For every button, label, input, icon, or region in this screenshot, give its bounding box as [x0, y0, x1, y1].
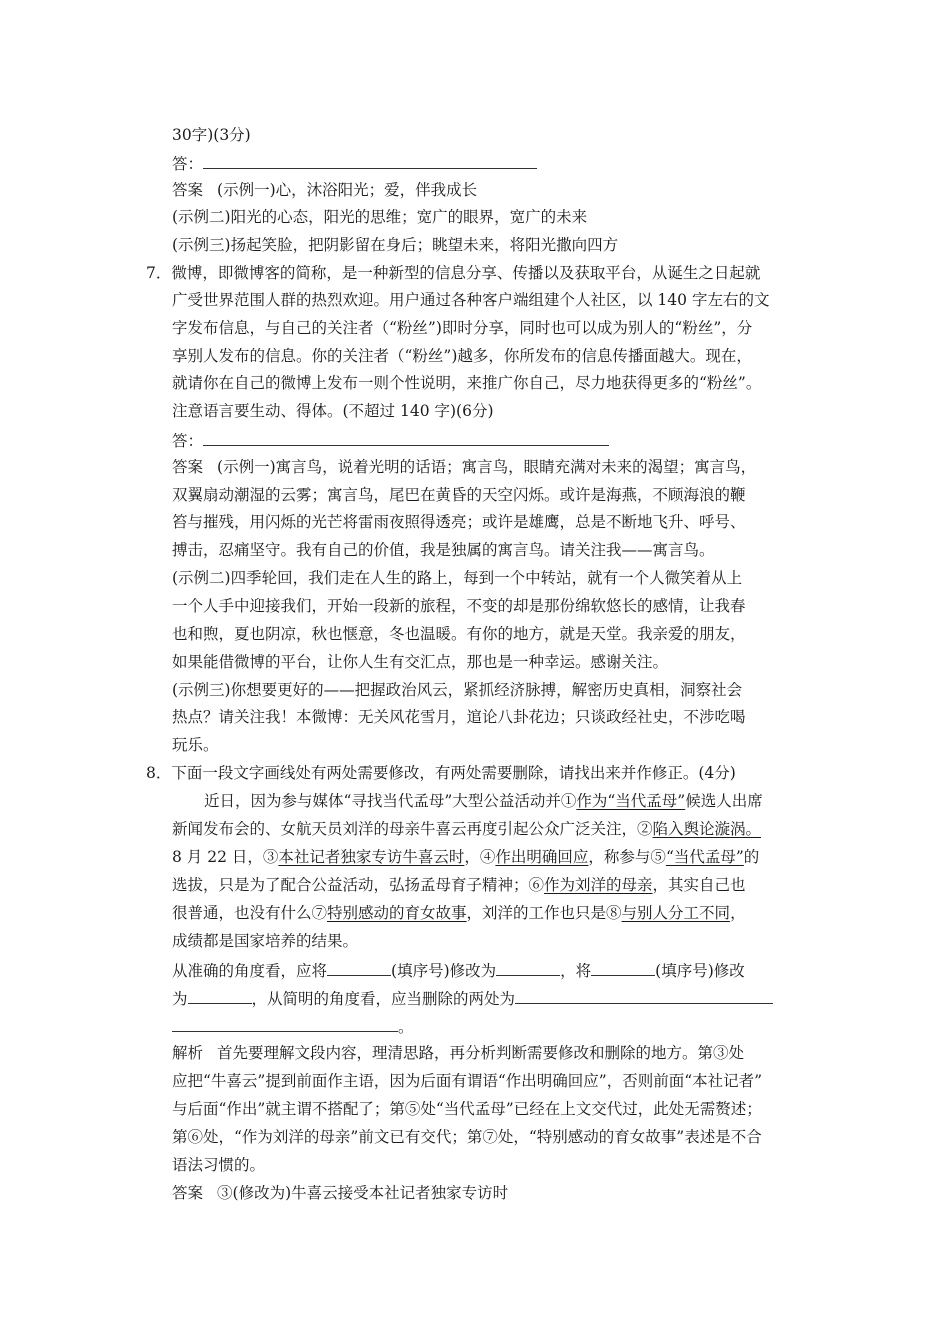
q7-line-2: 广受世界范围人群的热烈欢迎。用户通过各种客户端组建个人社区，以 140 字左右的文: [172, 291, 770, 309]
q7-ex3-line-3: 玩乐。: [172, 736, 219, 754]
underlined-7: 特别感动的育女故事: [327, 904, 467, 922]
answer-prompt: 答：: [172, 155, 204, 173]
q7-ex1-line-3: 笞与摧残，用闪烁的光芒将雷雨夜照得透亮；或许是雄鹰，总是不断地飞升、呼号、: [172, 513, 746, 531]
q8-answer-line: [172, 1183, 508, 1203]
q7-ex3-line-1: (示例三)你想要更好的——把握政治风云，紧抓经济脉搏，解密历史真相，洞察社会: [172, 681, 743, 699]
q7-line-3: 字发布信息，与自己的关注者（“粉丝”)即时分享，同时也可以成为别人的“粉丝”，分: [172, 319, 753, 337]
answer-blank[interactable]: [203, 429, 609, 446]
q8-passage-line-2: [172, 819, 761, 839]
fill-blank-6[interactable]: [172, 1015, 398, 1032]
q8-prompt: [146, 763, 736, 783]
q7-answer-line: [172, 429, 609, 451]
underlined-4: 作出明确回应: [495, 848, 589, 866]
answer-prompt: 答：: [172, 432, 204, 450]
passage-text: 8 月 22 日，③: [172, 848, 279, 866]
passage-text: 候选人出席: [685, 792, 763, 810]
fill-blank-3[interactable]: [591, 959, 655, 976]
q7-ex3-line-2: 热点？请关注我！本微博：无关风花雪月，逭论八卦花边；只谈政经社史，不涉吃喝: [172, 708, 746, 726]
passage-text: 近日，因为参与媒体“寻找当代孟母”大型公益活动并①: [204, 792, 577, 810]
q7-ex1-line-2: 双翼扇动潮湿的云雾；寓言鸟，尾巴在黄昏的天空闪烁。或许是海燕，不顾海浪的鞭: [172, 486, 746, 504]
fill-blank-2[interactable]: [496, 959, 560, 976]
analysis-label: 解析: [172, 1044, 204, 1062]
q7-ex2-line-3: 也和煦，夏也阴凉，秋也惬意，冬也温暖。有你的地方，就是天堂。我亲爱的朋友，: [172, 625, 746, 643]
fill-text: 。: [398, 1018, 414, 1036]
q8-passage-line-4: [172, 875, 746, 895]
passage-text: ，: [730, 904, 746, 922]
passage-text: 新闻发布会的、女航天员刘洋的母亲牛喜云再度引起公众广泛关注，②: [172, 820, 653, 838]
q6-example-1: [172, 180, 477, 200]
q7-line-1: [146, 263, 760, 283]
q7-line-4: 享别人发布的信息。你的关注者（“粉丝”)越多，你所发布的信息传播面越大。现在，: [172, 347, 752, 365]
fill-text: (填序号)修改: [655, 962, 745, 980]
underlined-5: “当代孟母”: [665, 848, 744, 866]
q8-fill-line-3: [172, 1015, 414, 1037]
question-number: 8．: [146, 764, 172, 782]
passage-text: ，刘洋的工作也只是⑧: [466, 904, 622, 922]
fill-text: 为: [172, 990, 188, 1008]
answer-blank[interactable]: [203, 152, 537, 169]
q8-analysis-line-1: [172, 1043, 744, 1063]
answer-text: ③(修改为)牛喜云接受本社记者独家专访时: [217, 1184, 509, 1202]
underlined-8: 与别人分工不同: [621, 904, 731, 922]
q8-fill-line-1: [172, 959, 745, 981]
q8-passage-line-6: 成绩都是国家培养的结果。: [172, 932, 359, 950]
analysis-text: 首先要理解文段内容，理清思路，再分析判断需要修改和删除的地方。第③处: [217, 1044, 745, 1062]
q6-answer-line: [172, 152, 537, 174]
passage-text: 的: [743, 848, 760, 866]
q8-passage-line-1: [204, 791, 763, 811]
underlined-6: 作为刘洋的母亲: [544, 876, 653, 894]
fill-blank-5[interactable]: [515, 987, 773, 1004]
q8-analysis-line-2: 应把“牛喜云”提到前面作主语，因为后面有谓语“作出明确回应”，否则前面“本社记者”: [172, 1072, 763, 1090]
fill-text: ，从简明的角度看，应当删除的两处为: [251, 990, 516, 1008]
passage-text: ，其实自己也: [652, 876, 746, 894]
answer-label: 答案: [172, 181, 204, 199]
q8-passage-line-3: [172, 847, 759, 867]
fill-text: (填序号)修改为: [391, 962, 497, 980]
passage-text: 很普通，也没有什么⑦: [172, 904, 328, 922]
q7-line-6: 注意语言要生动、得体。(不超过 140 字)(6分): [172, 402, 494, 420]
underlined-3: 本社记者独家专访牛喜云时: [278, 848, 465, 866]
q7-ex1-line-1: [172, 457, 756, 477]
q7-ex2-line-4: 如果能借微博的平台，让你人生有交汇点，那也是一种幸运。感谢关注。: [172, 653, 669, 671]
q7-ex1-line-4: 搏击，忍痛坚守。我有自己的价值，我是独属的寓言鸟。请关注我——寓言鸟。: [172, 541, 715, 559]
example-text: (示例一)心，沐浴阳光；爱，伴我成长: [217, 181, 478, 199]
q8-analysis-line-5: 语法习惯的。: [172, 1156, 266, 1174]
q7-ex2-line-1: (示例二)四季轮回，我们走在人生的路上，每到一个中转站，就有一个人微笑着从上: [172, 569, 743, 587]
underlined-1: 作为“当代孟母”: [576, 792, 686, 810]
q8-passage-line-5: [172, 903, 746, 923]
passage-text: ，称参与⑤: [588, 848, 666, 866]
question-text: 下面一段文字画线处有两处需要修改，有两处需要删除，请找出来并作修正。(4分): [171, 764, 736, 782]
q8-analysis-line-3: 与后面“作出”就主谓不搭配了；第⑤处“当代孟母”已经在上文交代过，此处无需赘述；: [172, 1100, 762, 1118]
answer-label: 答案: [172, 1184, 204, 1202]
example-text: (示例一)寓言鸟，说着光明的话语；寓言鸟，眼睛充满对未来的渴望；寓言鸟，: [217, 458, 757, 476]
question-number: 7．: [146, 264, 172, 282]
underlined-2: 陷入舆论漩涡。: [652, 820, 762, 838]
q8-fill-line-2: [172, 987, 773, 1009]
fill-blank-1[interactable]: [327, 959, 391, 976]
fill-blank-4[interactable]: [188, 987, 252, 1004]
q7-line-5: 就请你在自己的微博上发布一则个性说明，来推广你自己，尽力地获得更多的“粉丝”。: [172, 374, 762, 392]
q7-ex2-line-2: 一个人手中迎接我们，开始一段新的旅程，不变的却是那份绵软悠长的感情，让我春: [172, 597, 746, 615]
q8-analysis-line-4: 第⑥处，“作为刘洋的母亲”前文已有交代；第⑦处，“特别感动的育女故事”表述是不合: [172, 1128, 762, 1146]
question-text: 微博，即微博客的简称，是一种新型的信息分享、传播以及获取平台，从诞生之日起就: [171, 264, 761, 282]
q6-example-2: (示例二)阳光的心态，阳光的思维；宽广的眼界，宽广的未来: [172, 208, 588, 226]
passage-text: 选拔，只是为了配合公益活动，弘扬孟母育子精神；⑥: [172, 876, 545, 894]
answer-label: 答案: [172, 458, 204, 476]
q6-example-3: (示例三)扬起笑脸，把阴影留在身后；眺望未来，将阳光撒向四方: [172, 236, 619, 254]
q6-limit: 30字)(3分): [172, 126, 251, 144]
fill-text: ，将: [560, 962, 592, 980]
fill-text: 从准确的角度看，应将: [172, 962, 328, 980]
passage-text: ，④: [464, 848, 496, 866]
